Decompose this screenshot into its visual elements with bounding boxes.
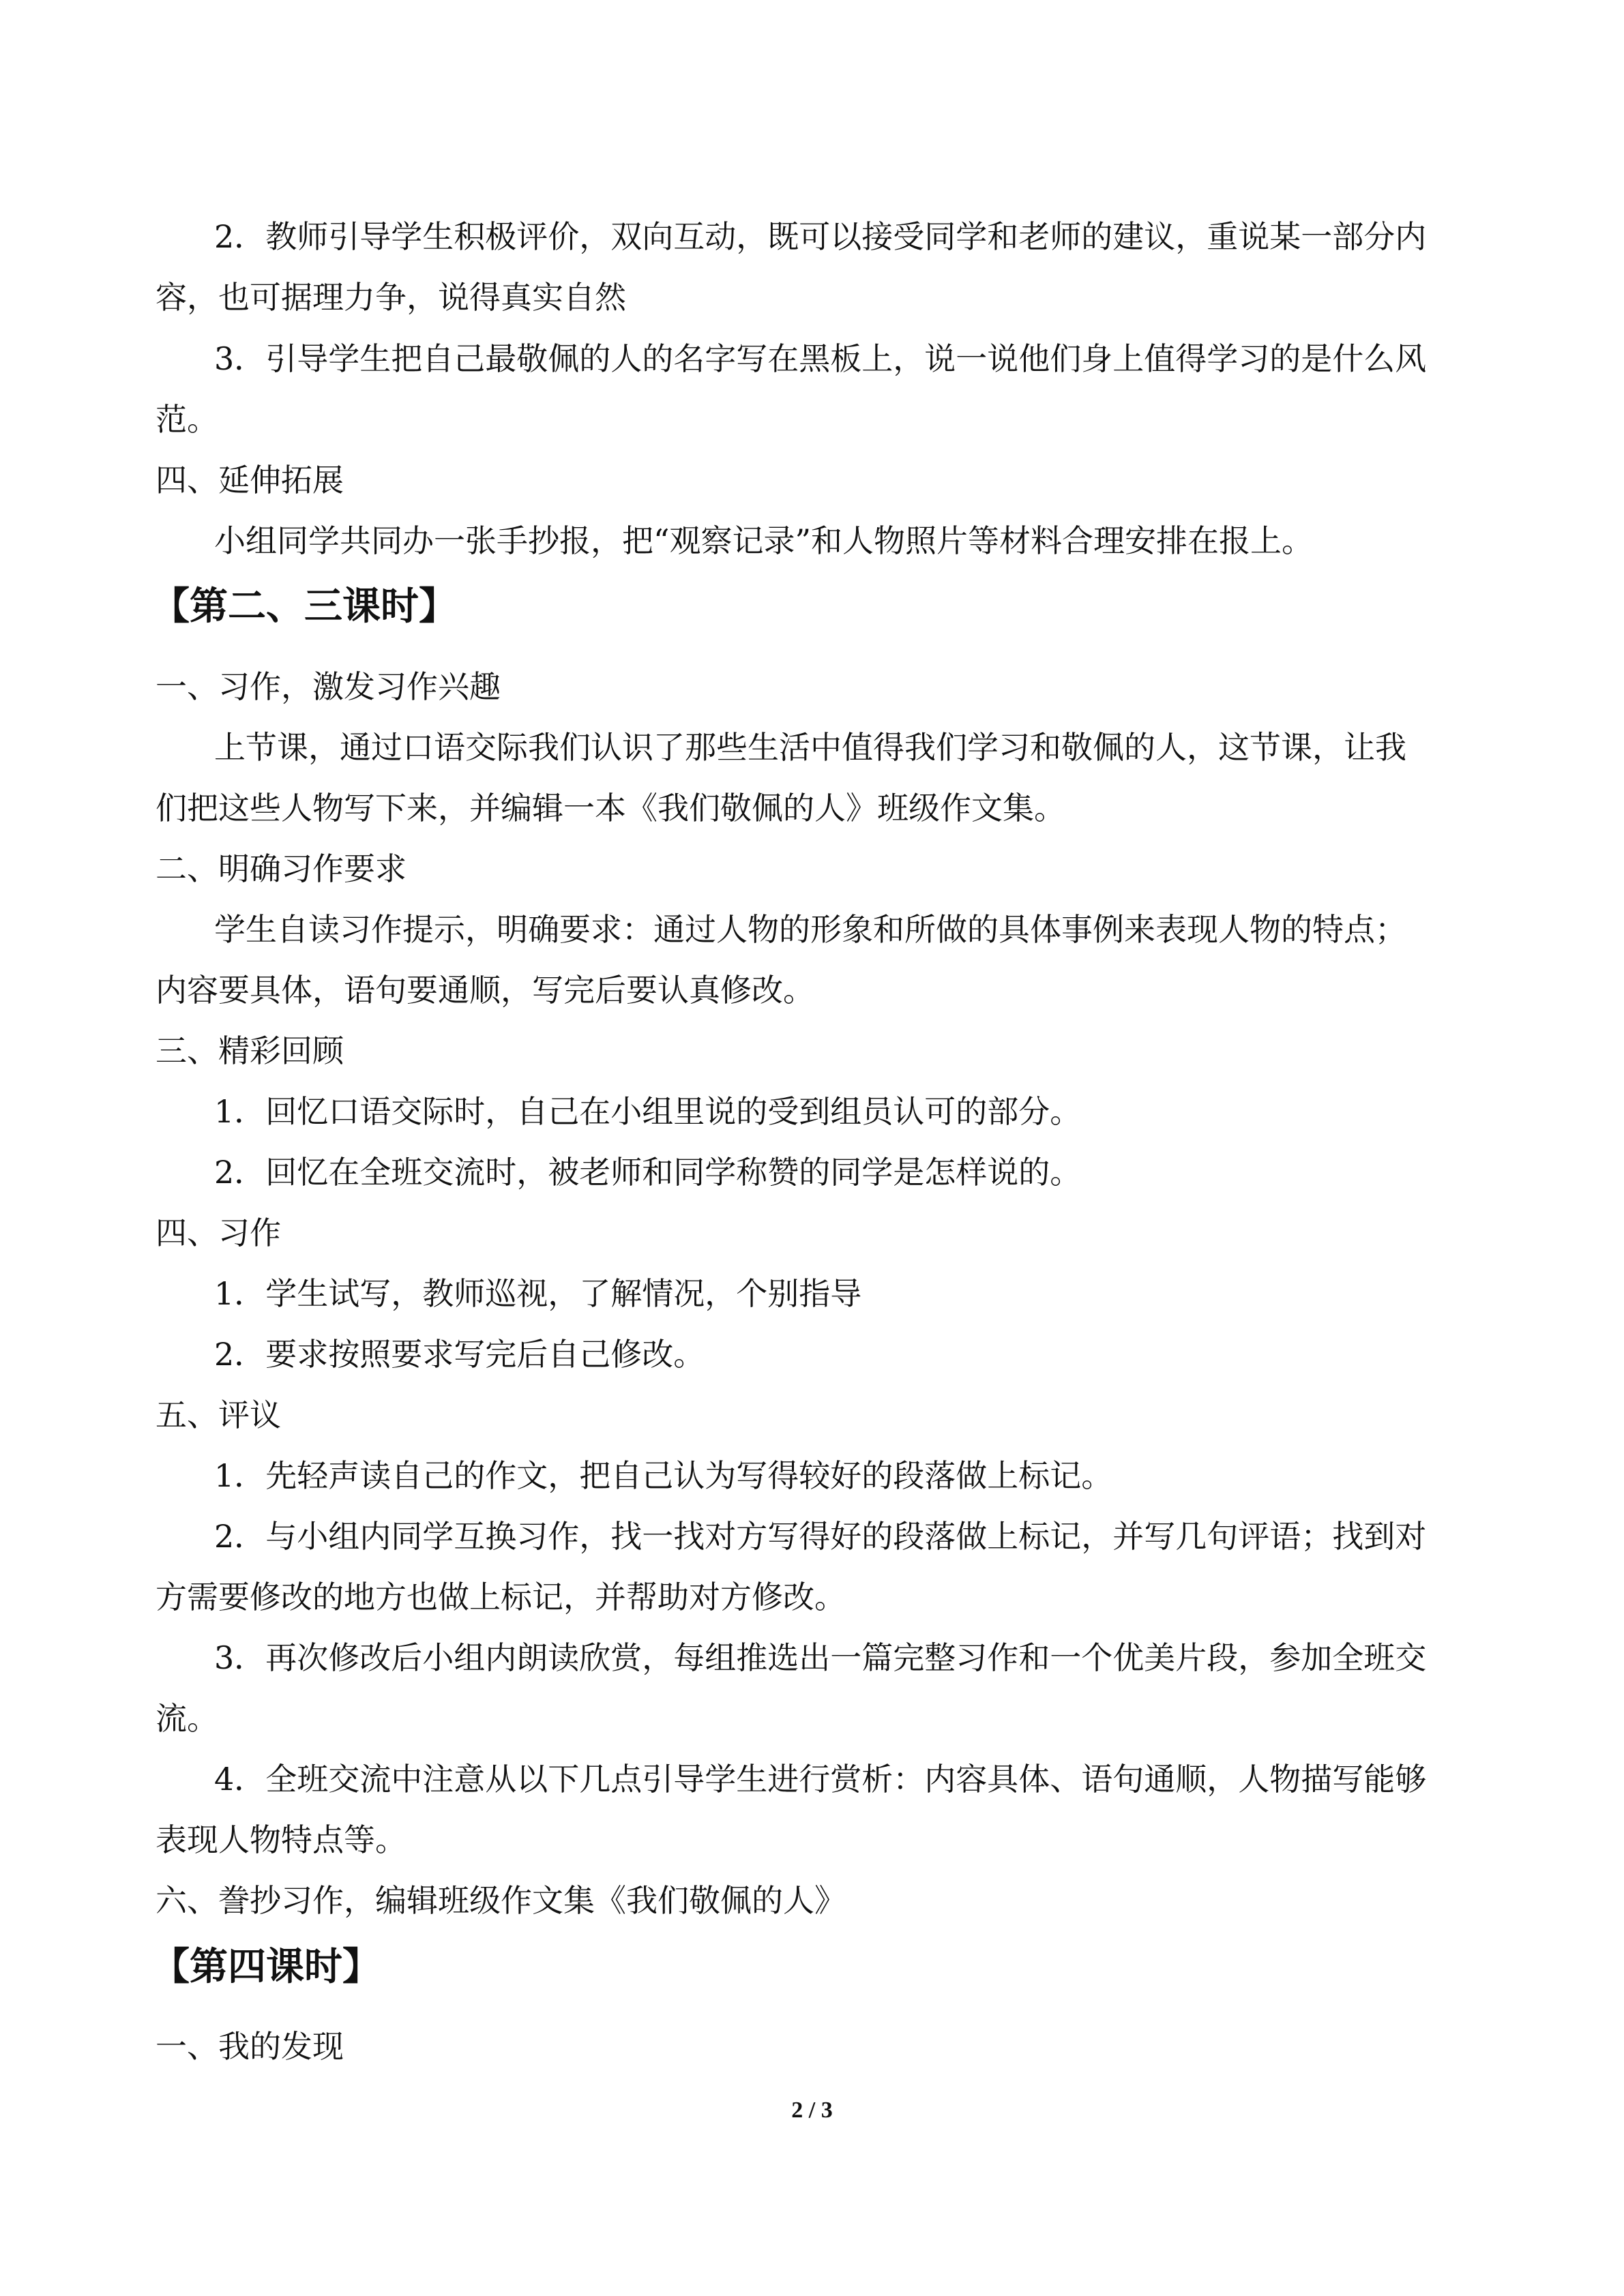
paragraph-line: 表现人物特点等。 [156, 1821, 407, 1858]
paragraph-line: 容，也可据理力争，说得真实自然 [156, 279, 626, 316]
lesson-heading: 【第四课时】 [151, 1944, 381, 1989]
list-item: 1．学生试写，教师巡视，了解情况，个别指导 [214, 1275, 862, 1312]
list-item: 2．与小组内同学互换习作，找一找对方写得好的段落做上标记，并写几句评语；找到对 [214, 1518, 1427, 1555]
paragraph-line: 2．教师引导学生积极评价，双向互动，既可以接受同学和老师的建议，重说某一部分内 [214, 218, 1427, 255]
paragraph-line: 内容要具体，语句要通顺，写完后要认真修改。 [156, 972, 814, 1009]
paragraph-line: 流。 [156, 1700, 218, 1737]
lesson-heading: 【第二、三课时】 [151, 584, 457, 629]
list-item: 3．再次修改后小组内朗读欣赏，每组推选出一篇完整习作和一个优美片段，参加全班交 [214, 1639, 1427, 1676]
paragraph-line: 学生自读习作提示，明确要求：通过人物的形象和所做的具体事例来表现人物的特点； [214, 911, 1406, 948]
paragraph-line: 3．引导学生把自己最敬佩的人的名字写在黑板上，说一说他们身上值得学习的是什么风 [214, 340, 1427, 377]
paragraph-line: 们把这些人物写下来，并编辑一本《我们敬佩的人》班级作文集。 [156, 790, 1065, 826]
list-item: 4．全班交流中注意从以下几点引导学生进行赏析：内容具体、语句通顺，人物描写能够 [214, 1761, 1427, 1798]
paragraph-line: 方需要修改的地方也做上标记，并帮助对方修改。 [156, 1579, 846, 1615]
page-number: 2 / 3 [791, 2098, 833, 2123]
list-item: 2．要求按照要求写完后自己修改。 [214, 1336, 705, 1373]
section-heading: 一、我的发现 [156, 2028, 344, 2065]
list-item: 1．先轻声读自己的作文，把自己认为写得较好的段落做上标记。 [214, 1457, 1113, 1494]
section-heading: 三、精彩回顾 [156, 1032, 344, 1069]
section-heading: 六、誊抄习作，编辑班级作文集《我们敬佩的人》 [156, 1882, 846, 1919]
section-heading: 五、评议 [156, 1397, 281, 1433]
list-item: 2．回忆在全班交流时，被老师和同学称赞的同学是怎样说的。 [214, 1154, 1082, 1191]
section-heading: 一、习作，激发习作兴趣 [156, 668, 501, 705]
section-heading: 四、习作 [156, 1214, 281, 1251]
section-heading: 四、延伸拓展 [156, 462, 344, 498]
list-item: 1．回忆口语交际时，自己在小组里说的受到组员认可的部分。 [214, 1093, 1082, 1130]
paragraph-line: 小组同学共同办一张手抄报，把“观察记录”和人物照片等材料合理安排在报上。 [214, 522, 1314, 559]
paragraph-line: 范。 [156, 401, 218, 438]
section-heading: 二、明确习作要求 [156, 850, 407, 887]
paragraph-line: 上节课，通过口语交际我们认识了那些生活中值得我们学习和敬佩的人，这节课，让我 [214, 729, 1406, 766]
